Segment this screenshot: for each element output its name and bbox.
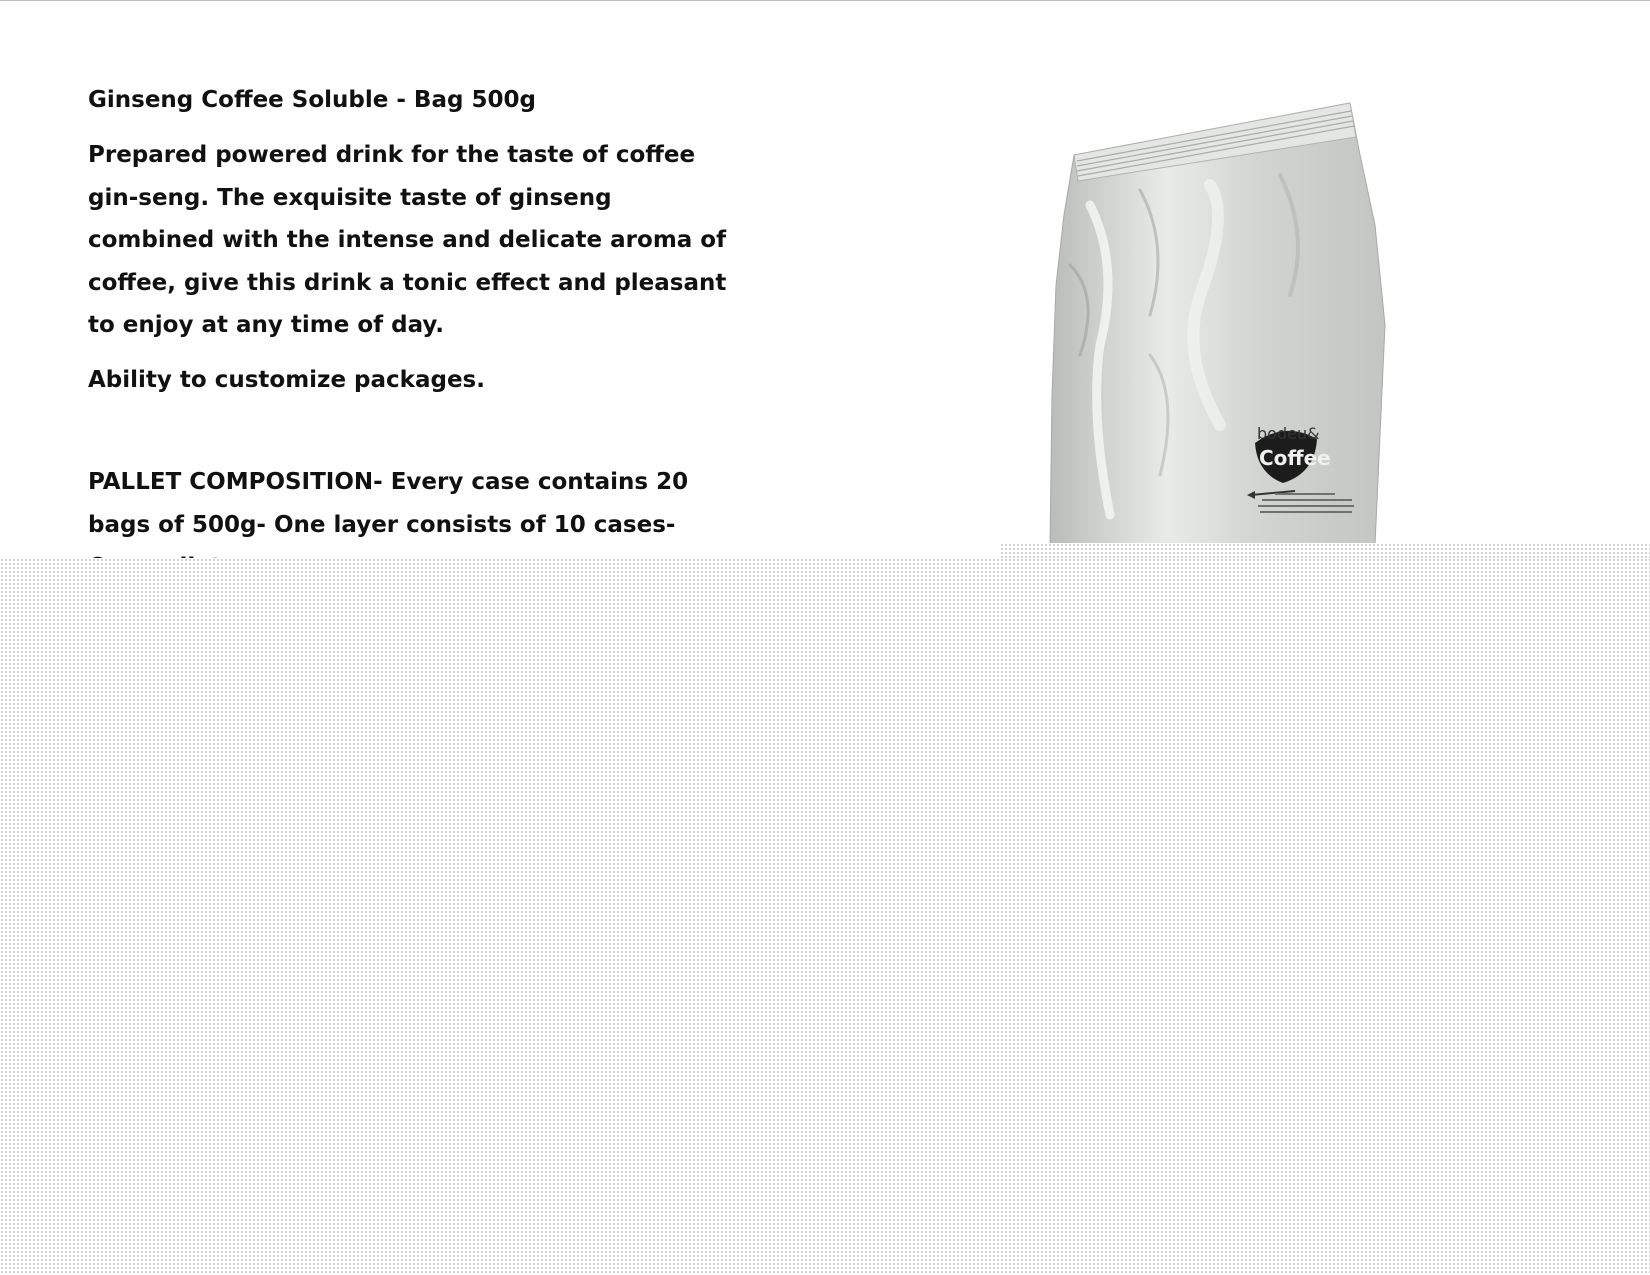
coffee-bag-image (1030, 95, 1450, 545)
svg-text:Coffee: Coffee (1259, 446, 1331, 470)
svg-text:bodeu&: bodeu& (1257, 424, 1320, 443)
product-text-column (88, 82, 728, 601)
customize-note: Ability to customize packages. (88, 366, 485, 393)
dotted-mask-area (0, 558, 1650, 1275)
pallet-composition: PALLET COMPOSITION- Every case contains 20 bags of 500g- One layer consists of 10 cases- (88, 469, 689, 538)
product-title: Ginseng Coffee Soluble - Bag 500g (88, 87, 536, 113)
top-rule (0, 0, 1650, 1)
product-description: Prepared powered drink for the taste of coffee gin-seng. The exquisite taste of ginseng combined with the intense and delicate aroma of coffee, give this drink a tonic effect and pleasant to enjoy at any time of day. (88, 142, 727, 338)
